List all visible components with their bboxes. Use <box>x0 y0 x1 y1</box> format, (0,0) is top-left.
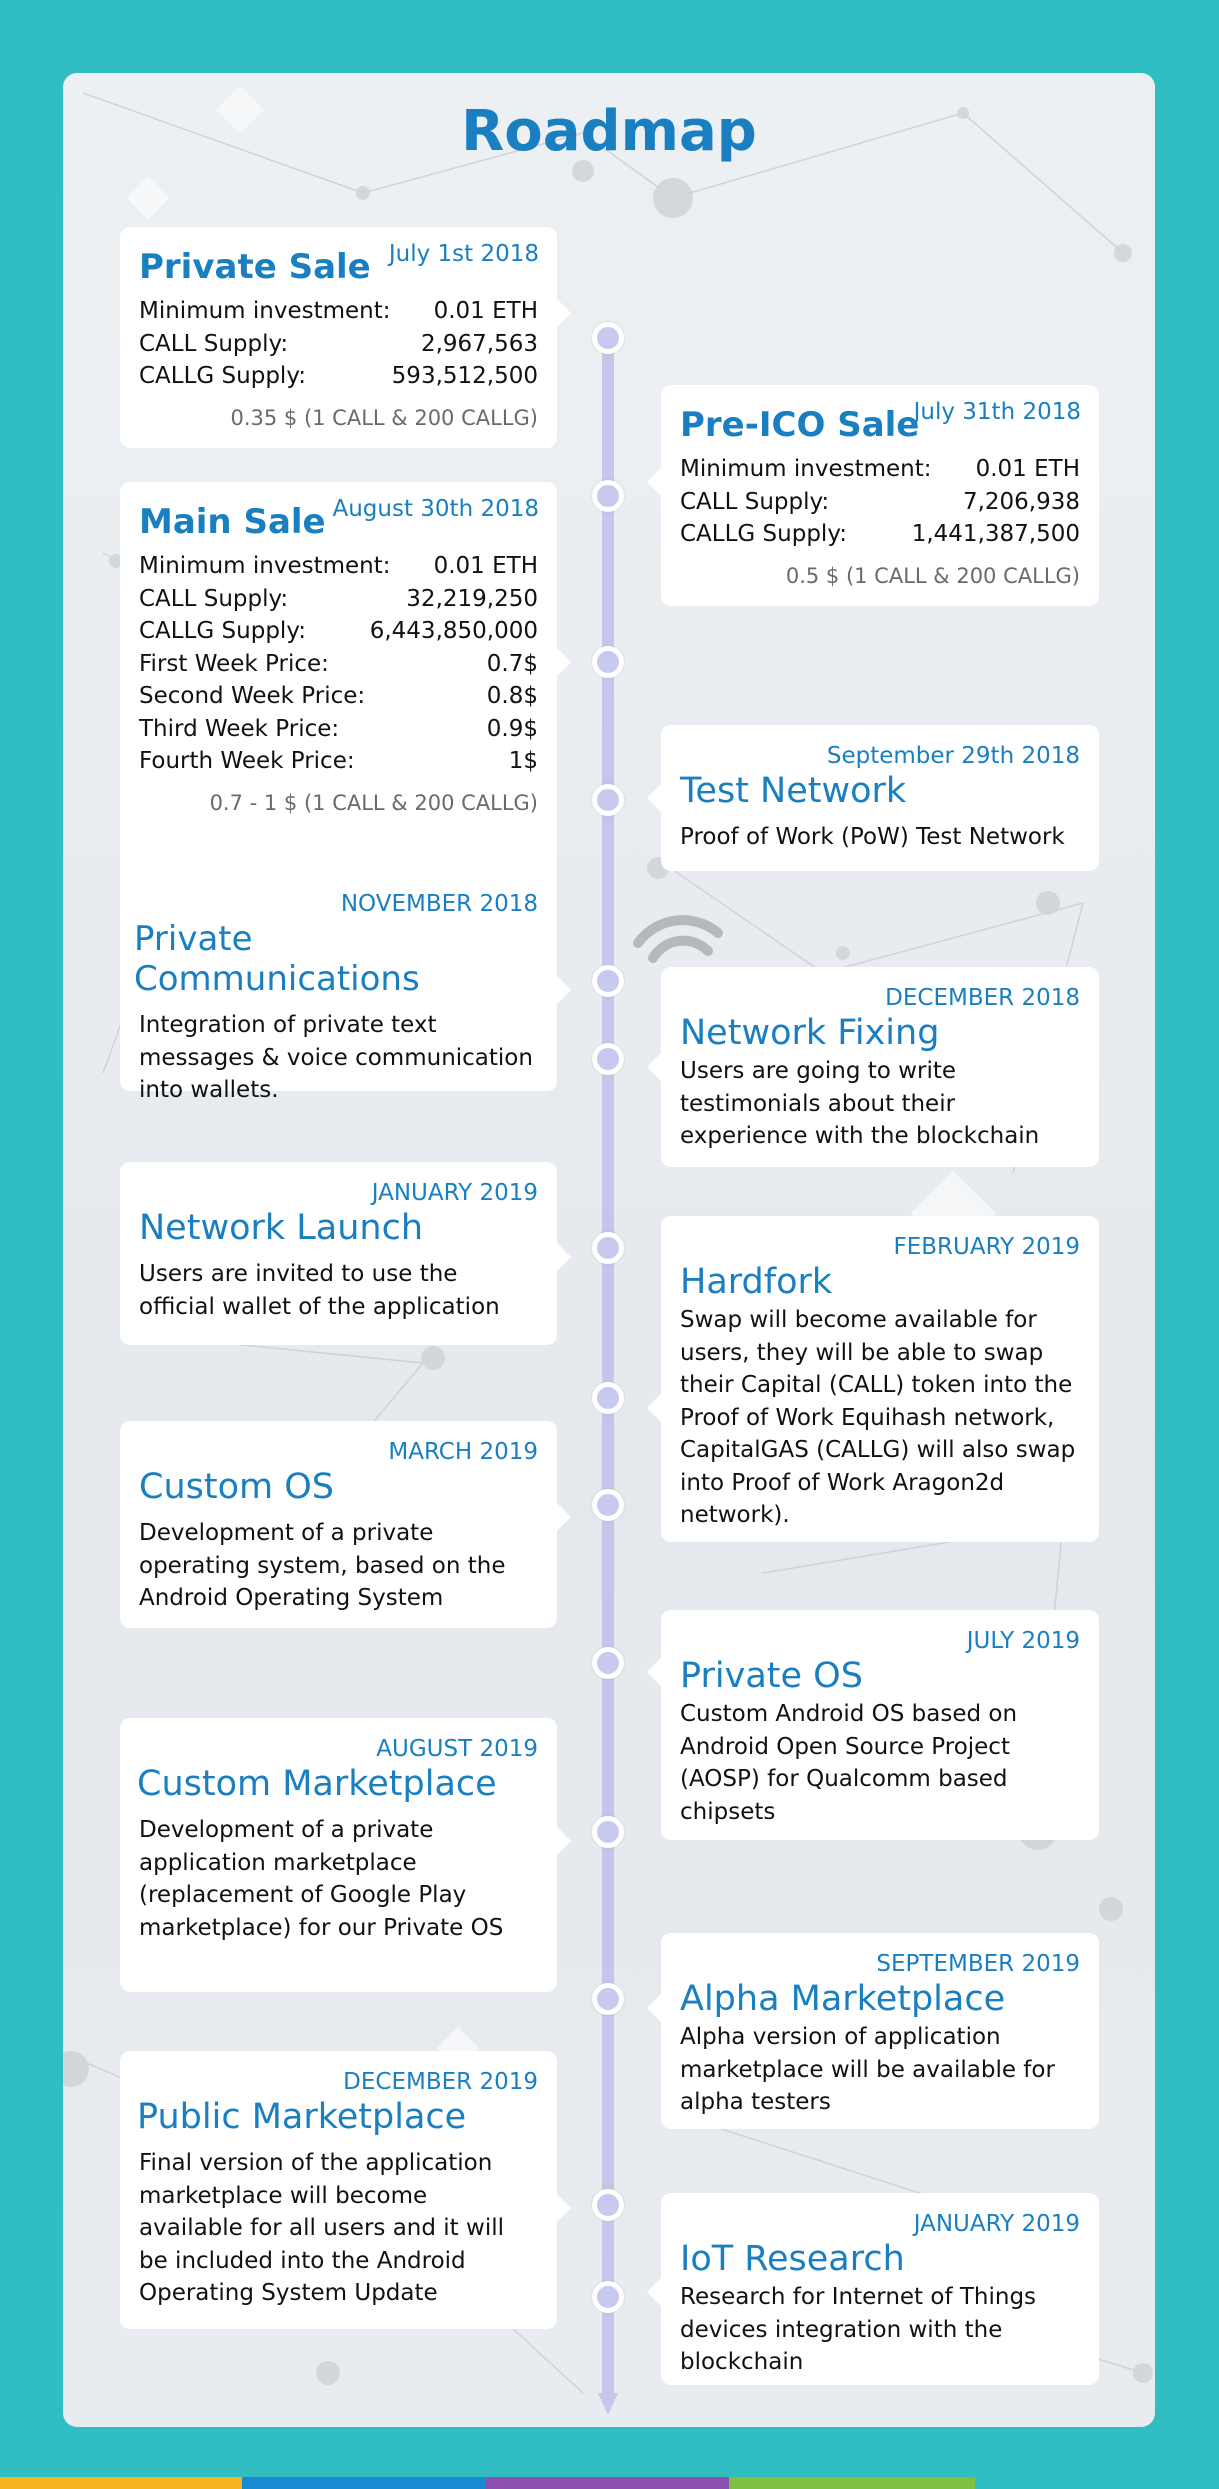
card-title: Pre-ICO Sale <box>680 405 920 445</box>
card-date: SEPTEMBER 2019 <box>876 1951 1080 1977</box>
row-label: Minimum investment: <box>139 298 391 324</box>
roadmap-card-custom-os <box>120 1421 557 1628</box>
row-value: 0.01 ETH <box>433 553 538 579</box>
card-date: August 30th 2018 <box>332 496 539 522</box>
card-title: Test Network <box>680 771 907 811</box>
row-value: 2,967,563 <box>420 330 538 357</box>
timeline-dot <box>592 646 624 678</box>
card-title: Private OS <box>680 1656 863 1696</box>
card-date: FEBRUARY 2019 <box>893 1234 1080 1260</box>
sale-row <box>139 648 538 681</box>
sale-price: 0.7 - 1 $ (1 CALL & 200 CALLG) <box>209 790 538 815</box>
card-description: Development of a private application marketplace (replacement of Google Play marketplace) for our Private OS <box>139 1817 504 1941</box>
card-description: Development of a private operating system, based on the Android Operating System <box>139 1520 506 1611</box>
sale-row <box>139 615 538 648</box>
card-description: Proof of Work (PoW) Test Network <box>680 824 1065 850</box>
sale-row <box>139 713 538 746</box>
timeline-dot <box>592 965 624 997</box>
card-description: Research for Internet of Things devices integration with the blockchain <box>680 2284 1037 2375</box>
row-value: 593,512,500 <box>391 363 538 389</box>
color-bar-segment <box>729 2477 975 2489</box>
row-label: CALLG Supply: <box>139 618 307 644</box>
card-title: Custom OS <box>139 1467 334 1507</box>
sale-row <box>680 518 1080 551</box>
roadmap-card-network-fixing <box>661 967 1099 1167</box>
row-value: 6,443,850,000 <box>369 618 538 644</box>
roadmap-card-private-sale <box>120 227 557 448</box>
card-title: Network Launch <box>139 1208 423 1248</box>
timeline-dot <box>592 2189 624 2221</box>
roadmap-card-private-os <box>661 1610 1099 1840</box>
row-label: CALLG Supply: <box>139 363 307 389</box>
timeline-dot <box>592 322 624 354</box>
timeline-dot <box>592 1816 624 1848</box>
card-title: Private Communications <box>134 919 420 999</box>
card-description: Final version of the application marketplace will become available for all users and it will be included into the Android Operating System Update <box>139 2150 504 2306</box>
row-label: Minimum investment: <box>139 553 391 579</box>
card-title: Private Sale <box>139 247 371 287</box>
timeline-dot <box>592 1489 624 1521</box>
timeline-dot <box>592 1043 624 1075</box>
row-label: Third Week Price: <box>139 715 340 742</box>
timeline-dot <box>592 784 624 816</box>
roadmap-card-main-sale <box>120 482 557 900</box>
color-bar-segment <box>486 2477 729 2489</box>
sale-price: 0.35 $ (1 CALL & 200 CALLG) <box>230 405 538 430</box>
card-date: AUGUST 2019 <box>376 1736 538 1762</box>
roadmap-card-private-communications <box>120 873 557 1103</box>
timeline-dot <box>592 1983 624 2015</box>
card-date: JANUARY 2019 <box>913 2211 1080 2237</box>
roadmap-card-alpha-marketplace <box>661 1933 1099 2129</box>
sale-row <box>680 453 1080 486</box>
card-date: JANUARY 2019 <box>371 1180 538 1206</box>
roadmap-card-public-marketplace <box>120 2051 557 2329</box>
timeline-arrow <box>598 2393 618 2415</box>
card-title: Hardfork <box>680 1262 833 1302</box>
card-description: Users are invited to use the official wallet of the application <box>139 1261 500 1320</box>
row-value: 0.8$ <box>486 683 538 709</box>
sale-price: 0.5 $ (1 CALL & 200 CALLG) <box>785 563 1080 588</box>
roadmap-card-custom-marketplace <box>120 1718 557 1992</box>
card-title: Custom Marketplace <box>137 1764 497 1804</box>
row-label: Minimum investment: <box>680 456 932 482</box>
card-title: Main Sale <box>139 502 326 542</box>
sale-row <box>139 295 538 328</box>
card-date: July 1st 2018 <box>388 241 539 267</box>
sale-row <box>139 680 538 713</box>
card-title: Public Marketplace <box>137 2097 467 2137</box>
card-date: DECEMBER 2019 <box>343 2069 538 2095</box>
card-title: Alpha Marketplace <box>680 1979 1006 2019</box>
row-value: 0.9$ <box>486 715 538 742</box>
card-date: JULY 2019 <box>966 1628 1080 1654</box>
row-value: 1$ <box>508 748 538 774</box>
row-value: 0.01 ETH <box>433 298 538 324</box>
row-label: First Week Price: <box>139 650 329 677</box>
roadmap-card-pre-ico-sale <box>661 385 1099 606</box>
row-value: 1,441,387,500 <box>911 521 1080 547</box>
row-value: 7,206,938 <box>962 488 1080 515</box>
card-description: Alpha version of application marketplace will be available for alpha testers <box>680 2024 1055 2115</box>
card-description: Users are going to write testimonials about their experience with the blockchain <box>680 1058 1040 1149</box>
sale-row <box>139 360 538 393</box>
card-date: July 31th 2018 <box>913 399 1081 425</box>
sale-row <box>139 745 538 778</box>
footer-color-bar <box>0 2477 1219 2489</box>
row-value: 32,219,250 <box>406 585 538 612</box>
sale-row <box>139 583 538 616</box>
timeline-dot <box>592 480 624 512</box>
roadmap-card-network-launch <box>120 1162 557 1345</box>
card-date: NOVEMBER 2018 <box>340 891 538 917</box>
color-bar-segment <box>242 2477 486 2489</box>
card-title: IoT Research <box>680 2239 905 2279</box>
sale-row <box>139 550 538 583</box>
sale-row <box>680 486 1080 519</box>
row-label: Second Week Price: <box>139 683 366 709</box>
card-date: MARCH 2019 <box>388 1439 538 1465</box>
timeline-dot <box>592 1232 624 1264</box>
sale-row <box>139 328 538 361</box>
card-description: Swap will become available for users, they will be able to swap their Capital (CALL) token into the Proof of Work Equihash network, CapitalGAS (CALLG) will also swap into Proof of Work Aragon2d network). <box>680 1307 1076 1528</box>
timeline-dot <box>592 1647 624 1679</box>
roadmap-card-iot-research <box>661 2193 1099 2385</box>
row-label: Fourth Week Price: <box>139 748 355 774</box>
row-label: CALLG Supply: <box>680 521 848 547</box>
timeline-dot <box>592 1382 624 1414</box>
card-date: September 29th 2018 <box>826 743 1080 769</box>
row-value: 0.7$ <box>486 650 538 677</box>
row-label: CALL Supply: <box>139 330 289 357</box>
color-bar-segment <box>0 2477 242 2489</box>
roadmap-panel <box>63 73 1155 2427</box>
row-label: CALL Supply: <box>139 585 289 612</box>
row-value: 0.01 ETH <box>975 456 1080 482</box>
card-description: Integration of private text messages & voice communication into wallets. <box>139 1012 533 1103</box>
card-description: Custom Android OS based on Android Open Source Project (AOSP) for Qualcomm based chipsets <box>680 1701 1018 1825</box>
row-label: CALL Supply: <box>680 488 830 515</box>
page-title: Roadmap <box>461 99 757 164</box>
card-title: Network Fixing <box>680 1013 940 1053</box>
timeline-dot <box>592 2281 624 2313</box>
card-date: DECEMBER 2018 <box>885 985 1080 1011</box>
roadmap-card-test-network <box>661 725 1099 871</box>
roadmap-card-hardfork <box>661 1216 1099 1542</box>
